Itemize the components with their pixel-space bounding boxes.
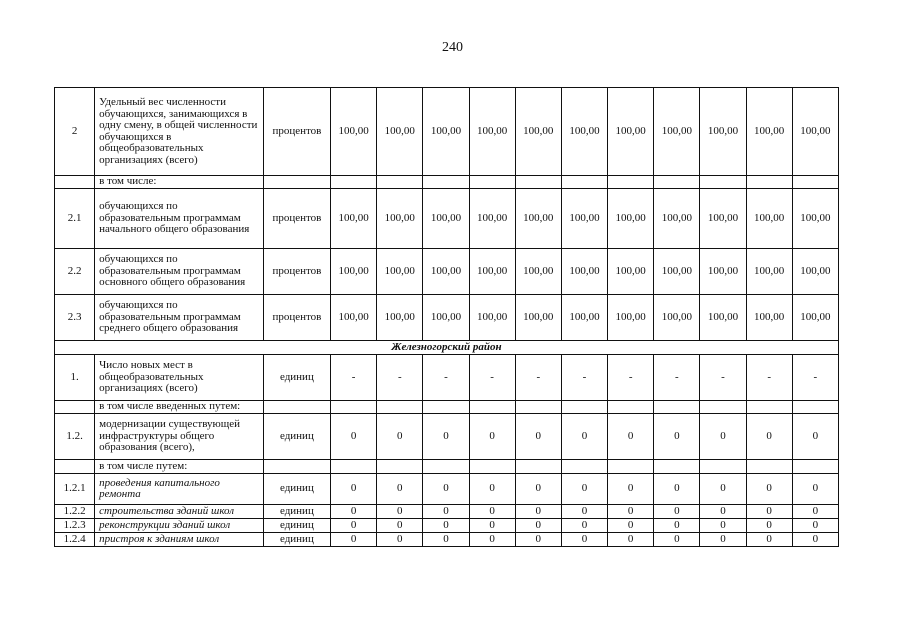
table-row (55, 355, 839, 401)
unit-cell: единиц (263, 414, 330, 460)
value-cell: 100,00 (515, 189, 561, 249)
value-cell: 100,00 (792, 88, 838, 176)
row-number: 2.3 (55, 295, 95, 341)
row-description: пристроя к зданиям школ (95, 533, 264, 547)
value-cell (700, 401, 746, 414)
section-title: Железногорский район (55, 341, 839, 355)
value-cell: 0 (469, 505, 515, 519)
value-cell: 100,00 (746, 88, 792, 176)
value-cell (561, 460, 607, 474)
unit-cell: процентов (263, 295, 330, 341)
table-row (55, 88, 839, 176)
value-cell: 0 (561, 474, 607, 505)
row-description: проведения капитального ремонта (95, 474, 264, 505)
value-cell: 0 (654, 474, 700, 505)
value-cell: 0 (377, 533, 423, 547)
value-cell (377, 460, 423, 474)
value-cell: 100,00 (423, 249, 469, 295)
value-cell: - (331, 355, 377, 401)
value-cell: 100,00 (654, 189, 700, 249)
row-description: обучающихся по образовательным программам начального общего образования (95, 189, 264, 249)
value-cell: 0 (792, 414, 838, 460)
value-cell (423, 460, 469, 474)
subheading-row (55, 176, 839, 189)
unit-cell: единиц (263, 533, 330, 547)
value-cell: 100,00 (561, 249, 607, 295)
value-cell: - (608, 355, 654, 401)
row-description: Число новых мест в общеобразовательных организациях (всего) (95, 355, 264, 401)
value-cell: 100,00 (331, 295, 377, 341)
value-cell: 100,00 (561, 295, 607, 341)
row-number: 2 (55, 88, 95, 176)
value-cell: 0 (423, 519, 469, 533)
row-number (55, 176, 95, 189)
value-cell: 100,00 (377, 189, 423, 249)
row-number: 1.2. (55, 414, 95, 460)
value-cell: 0 (700, 414, 746, 460)
value-cell: 0 (792, 505, 838, 519)
value-cell: 0 (746, 474, 792, 505)
value-cell: 0 (608, 519, 654, 533)
value-cell (469, 176, 515, 189)
value-cell: 0 (515, 414, 561, 460)
unit-cell: единиц (263, 519, 330, 533)
value-cell (700, 460, 746, 474)
value-cell: 100,00 (561, 88, 607, 176)
value-cell (792, 176, 838, 189)
value-cell (423, 176, 469, 189)
value-cell: 0 (515, 474, 561, 505)
value-cell: 100,00 (423, 189, 469, 249)
value-cell: 0 (423, 533, 469, 547)
table-row (55, 519, 839, 533)
value-cell (515, 176, 561, 189)
row-number: 2.2 (55, 249, 95, 295)
value-cell: 100,00 (515, 88, 561, 176)
value-cell (654, 460, 700, 474)
value-cell: 100,00 (515, 249, 561, 295)
value-cell: 100,00 (792, 249, 838, 295)
value-cell: 100,00 (423, 88, 469, 176)
value-cell: 0 (469, 474, 515, 505)
value-cell: 0 (608, 414, 654, 460)
value-cell: 100,00 (331, 88, 377, 176)
value-cell: 0 (654, 505, 700, 519)
value-cell: 0 (331, 414, 377, 460)
value-cell (331, 401, 377, 414)
value-cell: 100,00 (377, 88, 423, 176)
table-row (55, 474, 839, 505)
value-cell: 100,00 (377, 249, 423, 295)
value-cell: 100,00 (700, 249, 746, 295)
subheading-row (55, 401, 839, 414)
row-description: в том числе: (95, 176, 264, 189)
value-cell: 0 (792, 474, 838, 505)
value-cell: 0 (608, 505, 654, 519)
value-cell: 0 (469, 519, 515, 533)
value-cell: 100,00 (700, 295, 746, 341)
table-row (55, 295, 839, 341)
value-cell: 0 (700, 474, 746, 505)
value-cell: 0 (515, 505, 561, 519)
value-cell: 100,00 (654, 295, 700, 341)
value-cell: 0 (377, 414, 423, 460)
row-number: 2.1 (55, 189, 95, 249)
unit-cell (263, 401, 330, 414)
value-cell: 100,00 (469, 295, 515, 341)
value-cell: - (561, 355, 607, 401)
value-cell: 100,00 (654, 249, 700, 295)
value-cell: 0 (469, 414, 515, 460)
value-cell: 0 (654, 533, 700, 547)
table-row (55, 414, 839, 460)
section-header-row (55, 341, 839, 355)
row-description: в том числе путем: (95, 460, 264, 474)
row-description: в том числе введенных путем: (95, 401, 264, 414)
value-cell: 100,00 (792, 189, 838, 249)
value-cell: 0 (700, 519, 746, 533)
row-description: обучающихся по образовательным программам среднего общего образования (95, 295, 264, 341)
row-number: 1.2.1 (55, 474, 95, 505)
unit-cell: единиц (263, 505, 330, 519)
value-cell: 0 (377, 519, 423, 533)
value-cell: 0 (515, 533, 561, 547)
value-cell (423, 401, 469, 414)
value-cell: 100,00 (608, 249, 654, 295)
value-cell: 100,00 (331, 249, 377, 295)
value-cell: 100,00 (561, 189, 607, 249)
value-cell (377, 401, 423, 414)
row-description: обучающихся по образовательным программам основного общего образования (95, 249, 264, 295)
value-cell (792, 401, 838, 414)
value-cell: 100,00 (608, 88, 654, 176)
value-cell: 0 (377, 474, 423, 505)
unit-cell: процентов (263, 88, 330, 176)
value-cell: 0 (331, 505, 377, 519)
value-cell (608, 401, 654, 414)
value-cell (515, 460, 561, 474)
table-body (55, 88, 839, 547)
value-cell: 0 (561, 414, 607, 460)
value-cell: - (423, 355, 469, 401)
value-cell: 0 (654, 519, 700, 533)
value-cell (515, 401, 561, 414)
value-cell: 0 (331, 533, 377, 547)
value-cell: 0 (423, 414, 469, 460)
value-cell: 0 (423, 505, 469, 519)
value-cell: 0 (746, 414, 792, 460)
row-number: 1.2.4 (55, 533, 95, 547)
value-cell: - (515, 355, 561, 401)
value-cell (469, 460, 515, 474)
value-cell: 0 (792, 519, 838, 533)
value-cell: 100,00 (746, 249, 792, 295)
value-cell: 100,00 (469, 189, 515, 249)
value-cell: 0 (746, 519, 792, 533)
value-cell: 0 (746, 533, 792, 547)
value-cell (561, 176, 607, 189)
row-description: реконструкции зданий школ (95, 519, 264, 533)
value-cell (561, 401, 607, 414)
row-description: строительства зданий школ (95, 505, 264, 519)
value-cell: - (746, 355, 792, 401)
value-cell: - (654, 355, 700, 401)
value-cell: - (469, 355, 515, 401)
value-cell: 100,00 (792, 295, 838, 341)
value-cell (746, 460, 792, 474)
value-cell (608, 176, 654, 189)
value-cell: 0 (561, 519, 607, 533)
unit-cell: процентов (263, 249, 330, 295)
value-cell (654, 401, 700, 414)
unit-cell: единиц (263, 355, 330, 401)
row-description: модернизации существующей инфраструктуры общего образования (всего), (95, 414, 264, 460)
value-cell (700, 176, 746, 189)
table-row (55, 505, 839, 519)
subheading-row (55, 460, 839, 474)
value-cell (746, 176, 792, 189)
value-cell: - (792, 355, 838, 401)
row-number: 1. (55, 355, 95, 401)
value-cell: 0 (608, 474, 654, 505)
value-cell: - (377, 355, 423, 401)
value-cell: 100,00 (654, 88, 700, 176)
table-row (55, 189, 839, 249)
value-cell: 100,00 (746, 189, 792, 249)
value-cell (792, 460, 838, 474)
unit-cell: единиц (263, 474, 330, 505)
value-cell: 0 (331, 519, 377, 533)
value-cell: 100,00 (700, 88, 746, 176)
value-cell (469, 401, 515, 414)
unit-cell (263, 460, 330, 474)
value-cell: 0 (700, 505, 746, 519)
value-cell (654, 176, 700, 189)
row-number: 1.2.2 (55, 505, 95, 519)
value-cell: 100,00 (746, 295, 792, 341)
value-cell: 0 (377, 505, 423, 519)
value-cell: - (700, 355, 746, 401)
row-description: Удельный вес численности обучающихся, занимающихся в одну смену, в общей численности обучающихся в общеобразовательных организациях (всего) (95, 88, 264, 176)
value-cell: 0 (746, 505, 792, 519)
value-cell: 0 (700, 533, 746, 547)
unit-cell: процентов (263, 189, 330, 249)
value-cell (331, 460, 377, 474)
value-cell: 100,00 (469, 249, 515, 295)
table-row (55, 533, 839, 547)
value-cell: 0 (469, 533, 515, 547)
value-cell: 100,00 (608, 295, 654, 341)
value-cell: 100,00 (331, 189, 377, 249)
value-cell: 100,00 (700, 189, 746, 249)
value-cell (377, 176, 423, 189)
value-cell (746, 401, 792, 414)
value-cell: 0 (792, 533, 838, 547)
row-number (55, 460, 95, 474)
value-cell: 0 (608, 533, 654, 547)
row-number (55, 401, 95, 414)
value-cell (608, 460, 654, 474)
unit-cell (263, 176, 330, 189)
value-cell: 0 (654, 414, 700, 460)
value-cell: 100,00 (608, 189, 654, 249)
value-cell: 0 (561, 533, 607, 547)
value-cell: 100,00 (469, 88, 515, 176)
value-cell: 0 (515, 519, 561, 533)
value-cell: 0 (423, 474, 469, 505)
value-cell: 100,00 (423, 295, 469, 341)
table-row (55, 249, 839, 295)
value-cell: 100,00 (515, 295, 561, 341)
value-cell (331, 176, 377, 189)
indicators-table (54, 87, 839, 547)
row-number: 1.2.3 (55, 519, 95, 533)
value-cell: 0 (561, 505, 607, 519)
value-cell: 0 (331, 474, 377, 505)
value-cell: 100,00 (377, 295, 423, 341)
page-number: 240 (442, 40, 463, 55)
